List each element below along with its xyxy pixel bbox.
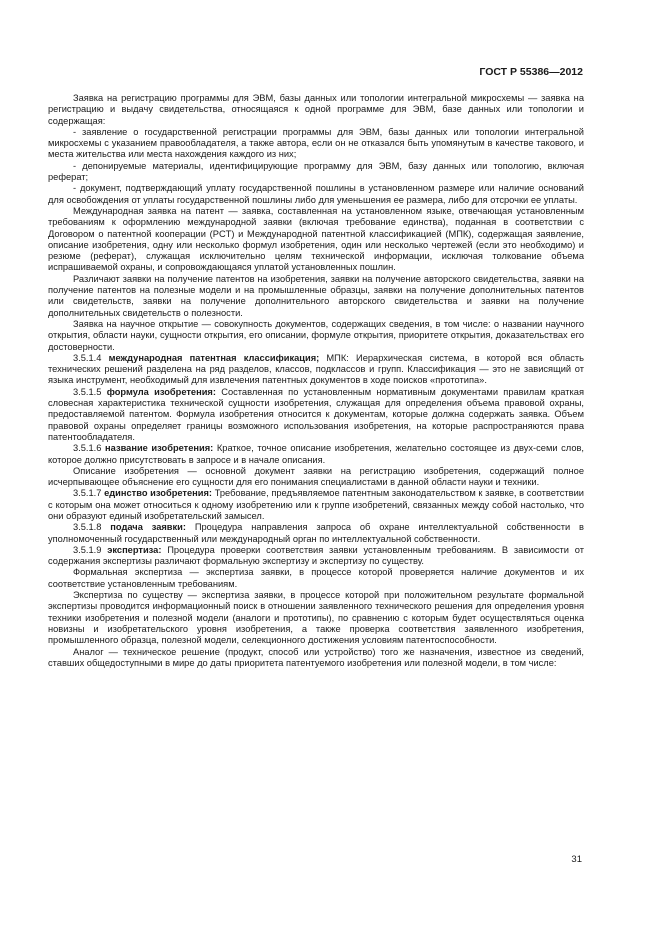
paragraph — [48, 319, 584, 353]
paragraph-text: Заявка на научное открытие — совокупность документов, содержащих сведения, в том числе: о названии научного открытия, области науки, сущности открытия, его описании, формуле открытия, приоритете открытия, доказательствах его достоверности. — [48, 318, 584, 352]
paragraph-text: Краткое, точное описание изобретения, желательно состоящее из двух-семи слов, которое должно присутствовать в запросе и в начале описания. — [48, 443, 585, 465]
clause-number: 3.5.1.8 — [73, 522, 102, 533]
paragraph — [48, 353, 584, 387]
term-heading: формула изобретения: — [106, 386, 216, 397]
clause-number: 3.5.1.7 — [73, 488, 102, 499]
clause-number: 3.5.1.6 — [73, 443, 102, 454]
paragraph — [48, 93, 584, 127]
paragraph — [48, 590, 584, 646]
document-body — [48, 93, 584, 669]
term-heading: подача заявки: — [110, 522, 186, 533]
paragraph — [48, 522, 584, 545]
paragraph-text: Процедура направления запроса об охране интеллектуальной собственности в уполномоченный государственный или международный орган по интеллектуальной собственности. — [48, 522, 584, 544]
paragraph-text: МПК: Иерархическая система, в которой вся область технических решений разделена на ряд разделов, классов, подклассов и групп. Классификация — это не зависящий от языка инструмент, необходимый для извлечения патентных документов в ходе поисков «прототипа». — [48, 352, 584, 386]
paragraph — [48, 647, 584, 670]
paragraph — [48, 466, 584, 489]
paragraph — [48, 206, 584, 274]
paragraph-text: Составленная по установленным нормативным документами правилам краткая словесная характеристика технической сущности изобретения, служащая для определения объема правовой охраны, предоставляемой патентом. Формула изобретения относится к документам, которые должна содержать заявка. Объем правовой охраны определяет границы возможного использования изобретения, на которые распространяются права патентообладателя. — [48, 386, 584, 442]
paragraph — [48, 274, 584, 319]
paragraph-text: - депонируемые материалы, идентифицирующие программу для ЭВМ, базу данных или топологию, включая реферат; — [48, 160, 584, 183]
term-heading: экспертиза: — [107, 544, 162, 555]
paragraph-text: Формальная экспертиза — экспертиза заявки, в процессе которой проверяется наличие документов и их соответствие установленным требованиям. — [48, 567, 584, 589]
clause-number: 3.5.1.5 — [73, 386, 102, 397]
paragraph-text: Требование, предъявляемое патентным законодательством к заявке, в соответствии с которым она может относиться к одному изобретению или к группе изобретений, связанных между собой настолько, что они образуют единый изобретательский замысел. — [48, 488, 584, 521]
paragraph-text: - документ, подтверждающий уплату государственной пошлины в установленном размере или наличие оснований для освобождения от уплаты государственной пошлины либо для уменьшения ее размера, либо для отсрочки ее уплаты. — [48, 183, 584, 205]
paragraph-text: Экспертиза по существу — экспертиза заявки, в процессе которой при положительном результате формальной экспертизы проводится информационный поиск в отношении заявленного технического решения для определения уровня техники изобретения и полезной модели (аналоги и прототипы), по сравнению с которым будет осуществляться оценка новизны и изобретательского уровня изобретения, а также проверка соответствия заявленного изобретения, промышленного образца, полезной модели, селекционного достижения условиям патентоспособности. — [48, 590, 584, 646]
paragraph — [48, 567, 584, 590]
paragraph-text: Описание изобретения — основной документ заявки на регистрацию изобретения, содержащий полное исчерпывающее объяснение его сущности для его понимания специалистами в данной области науки и техники. — [48, 465, 584, 488]
paragraph — [48, 443, 584, 466]
paragraph — [48, 161, 584, 184]
clause-number: 3.5.1.9 — [73, 544, 102, 555]
clause-number: 3.5.1.4 — [73, 352, 102, 363]
paragraph — [48, 545, 584, 568]
paragraph-text: Аналог — техническое решение (продукт, способ или устройство) того же назначения, известное из сведений, ставших общедоступными в мире до даты приоритета патентуемого изобретения или полезной модели, в том числе: — [48, 646, 584, 668]
paragraph — [48, 183, 584, 206]
page-number: 31 — [571, 854, 582, 865]
paragraph — [48, 488, 584, 522]
paragraph-text: Международная заявка на патент — заявка, составленная на установленном языке, отвечающая установленным требованиям к оформлению международной заявки (включая требование единства), поданная в соответствии с Договором о патентной кооперации (PCT) и Международной патентной классификацией (МПК), содержащая заявление, описание изобретения, одну или несколько формул изобретения, один или несколько чертежей (если это необходимо) и резюме (реферат), служащая исключительно целям технической информации, исключая толкование объема испрашиваемой охраны, и сопровождающаяся уплатой установленных пошлин. — [48, 205, 584, 273]
document-header: ГОСТ Р 55386—2012 — [479, 66, 583, 78]
paragraph-text: Различают заявки на получение патентов на изобретения, заявки на получение авторского свидетельства, заявки на получение патентов на полезные модели и на промышленные образцы, заявки на получение дополнительных патентов или свидетельств, заявки на получение дополнительного авторского свидетельства и заявки на получение дополнительных свидетельств о полезности. — [48, 273, 584, 318]
paragraph-text: Процедура проверки соответствия заявки установленным требованиям. В зависимости от содержания экспертизы различают формальную экспертизу и экспертизу по существу. — [48, 544, 584, 567]
paragraph-text: Заявка на регистрацию программы для ЭВМ, базы данных или топологии интегральной микросхемы — заявка на регистрацию и выдачу свидетельства, относящаяся к одной программе для ЭВМ, базе данных или топологии и содержащая: — [48, 93, 584, 126]
paragraph — [48, 127, 584, 161]
term-heading: международная патентная классификация; — [108, 352, 320, 363]
paragraph — [48, 387, 584, 443]
term-heading: название изобретения: — [105, 443, 214, 454]
paragraph-text: - заявление о государственной регистрации программы для ЭВМ, базы данных или топологии интегральной микросхемы с указанием правообладателя, а также автора, если он не отказался быть упомянутым в качестве такового, и места жительства или места нахождения каждого из них; — [48, 126, 584, 160]
term-heading: единство изобретения: — [104, 488, 213, 499]
